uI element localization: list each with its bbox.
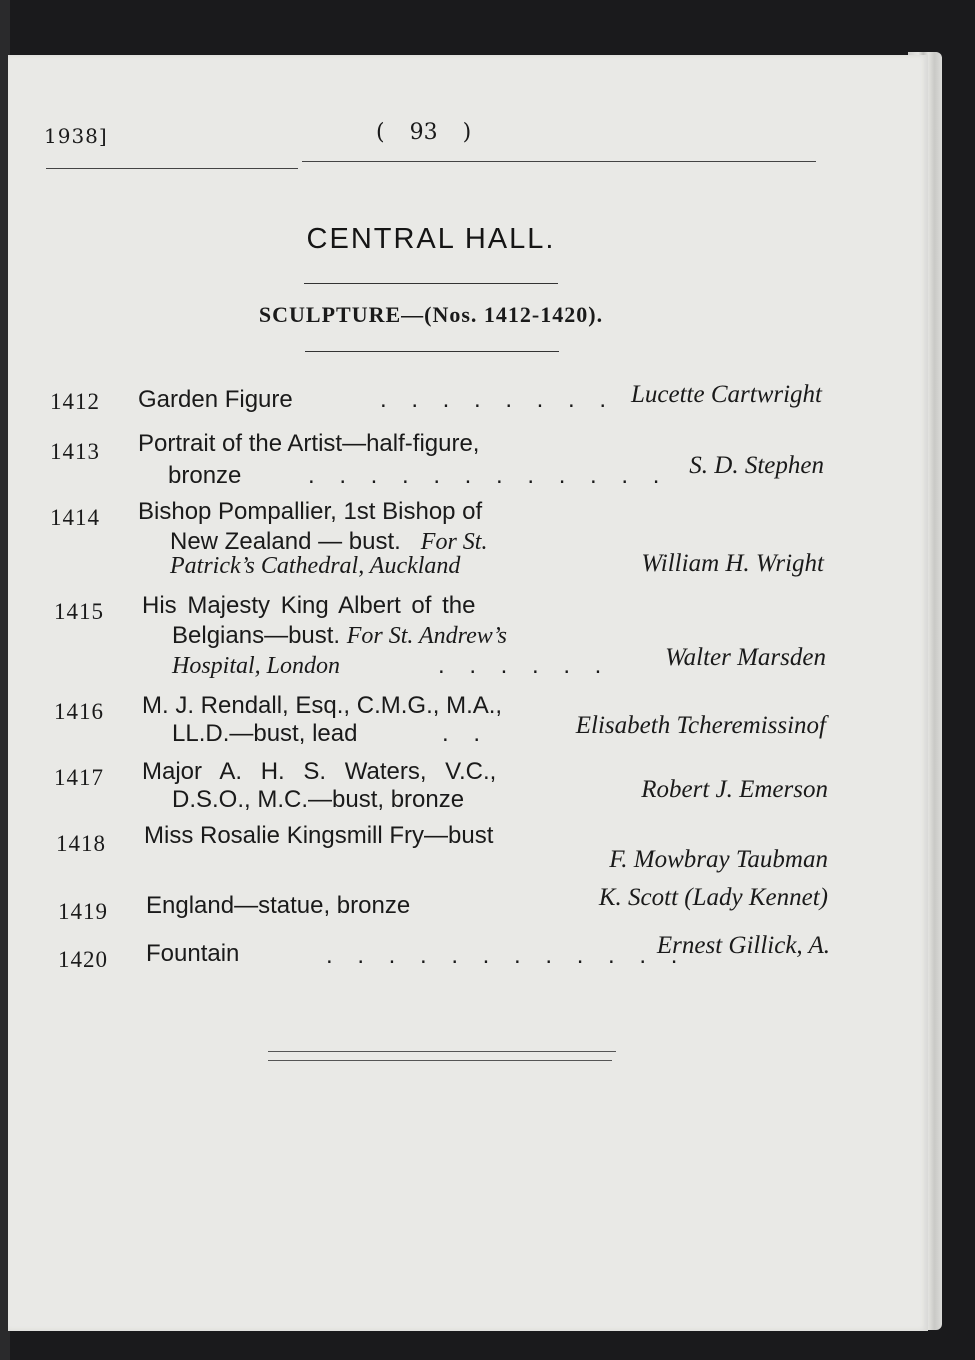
entry-title-continued xyxy=(172,622,507,650)
entry-number: 1415 xyxy=(54,599,104,624)
closing-rule xyxy=(268,1051,616,1052)
header-rule xyxy=(46,168,298,169)
catalogue-entry xyxy=(50,932,832,972)
artist-name: Lucette Cartwright xyxy=(631,381,822,408)
entry-title: Miss Rosalie Kingsmill Fry—bust xyxy=(144,822,494,849)
location-text: For St. xyxy=(420,529,488,555)
entry-title: Fountain xyxy=(146,940,240,967)
entry-number: 1414 xyxy=(50,505,100,530)
leader-dots: . . . . . . . . xyxy=(380,386,616,413)
section-title: CENTRAL HALL. xyxy=(306,223,556,255)
entry-title-continued: D.S.O., M.C.—bust, bronze xyxy=(172,786,465,813)
catalogue-entry xyxy=(50,756,832,814)
subtitle-rule xyxy=(305,351,559,352)
location-text: Patrick’s Cathedral, Auckland xyxy=(170,553,461,579)
entry-title: Garden Figure xyxy=(138,386,293,413)
leader-dots: . . . . . . . . . . . . xyxy=(326,942,687,969)
entry-number: 1419 xyxy=(58,899,108,924)
header-rule xyxy=(302,161,816,162)
catalogue-entry xyxy=(50,590,832,678)
location-text: Hospital, London xyxy=(172,653,341,679)
entry-title: Portrait of the Artist—half-figure, xyxy=(138,430,480,457)
leader-dots: . . xyxy=(442,720,490,747)
catalogue-entry xyxy=(50,822,832,880)
artist-name: F. Mowbray Taubman xyxy=(609,846,828,873)
closing-rule xyxy=(268,1060,612,1061)
entry-number: 1417 xyxy=(54,765,104,790)
artist-name: William H. Wright xyxy=(641,550,824,577)
entry-title: Major A. H. S. Waters, V.C., xyxy=(142,758,497,785)
entry-number: 1418 xyxy=(56,831,106,856)
entry-number: 1412 xyxy=(50,389,100,414)
leader-dots: . . . . . . . . . . . . xyxy=(308,462,669,489)
entry-title-continued: bronze xyxy=(168,462,242,489)
catalogue-entry xyxy=(50,430,832,490)
entry-number: 1420 xyxy=(58,947,108,972)
entry-text: Belgians—bust. xyxy=(172,622,341,649)
entry-title: Bishop Pompallier, 1st Bishop of xyxy=(138,498,483,525)
title-rule xyxy=(304,283,558,284)
artist-name: Robert J. Emerson xyxy=(641,776,828,803)
entry-title: M. J. Rendall, Esq., C.M.G., M.A., xyxy=(142,692,503,719)
artist-name: K. Scott (Lady Kennet) xyxy=(598,884,828,911)
catalogue-entry xyxy=(50,884,832,924)
artist-name: Elisabeth Tcheremissinof xyxy=(575,712,826,739)
entry-title: His Majesty King Albert of the xyxy=(142,592,476,619)
catalogue-entry xyxy=(50,381,832,418)
section-subtitle: SCULPTURE—(Nos. 1412-1420). xyxy=(258,302,604,327)
location-text: For St. Andrew’s xyxy=(346,623,508,649)
running-year: 1938] xyxy=(44,124,108,148)
page-number: ( 93 ) xyxy=(376,120,472,145)
entry-text: New Zealand — bust. xyxy=(170,528,401,555)
leader-dots: . . . . . . xyxy=(438,652,611,679)
artist-name: S. D. Stephen xyxy=(689,452,824,479)
catalogue-entry xyxy=(50,496,832,582)
artist-name: Walter Marsden xyxy=(665,644,826,671)
entry-title: England—statue, bronze xyxy=(146,892,411,919)
entry-title-continued: LL.D.—bust, lead xyxy=(172,720,358,747)
catalogue-entry xyxy=(50,690,832,748)
artist-name: Ernest Gillick, A. xyxy=(656,932,830,959)
entry-number: 1413 xyxy=(50,439,100,464)
entry-number: 1416 xyxy=(54,699,104,724)
